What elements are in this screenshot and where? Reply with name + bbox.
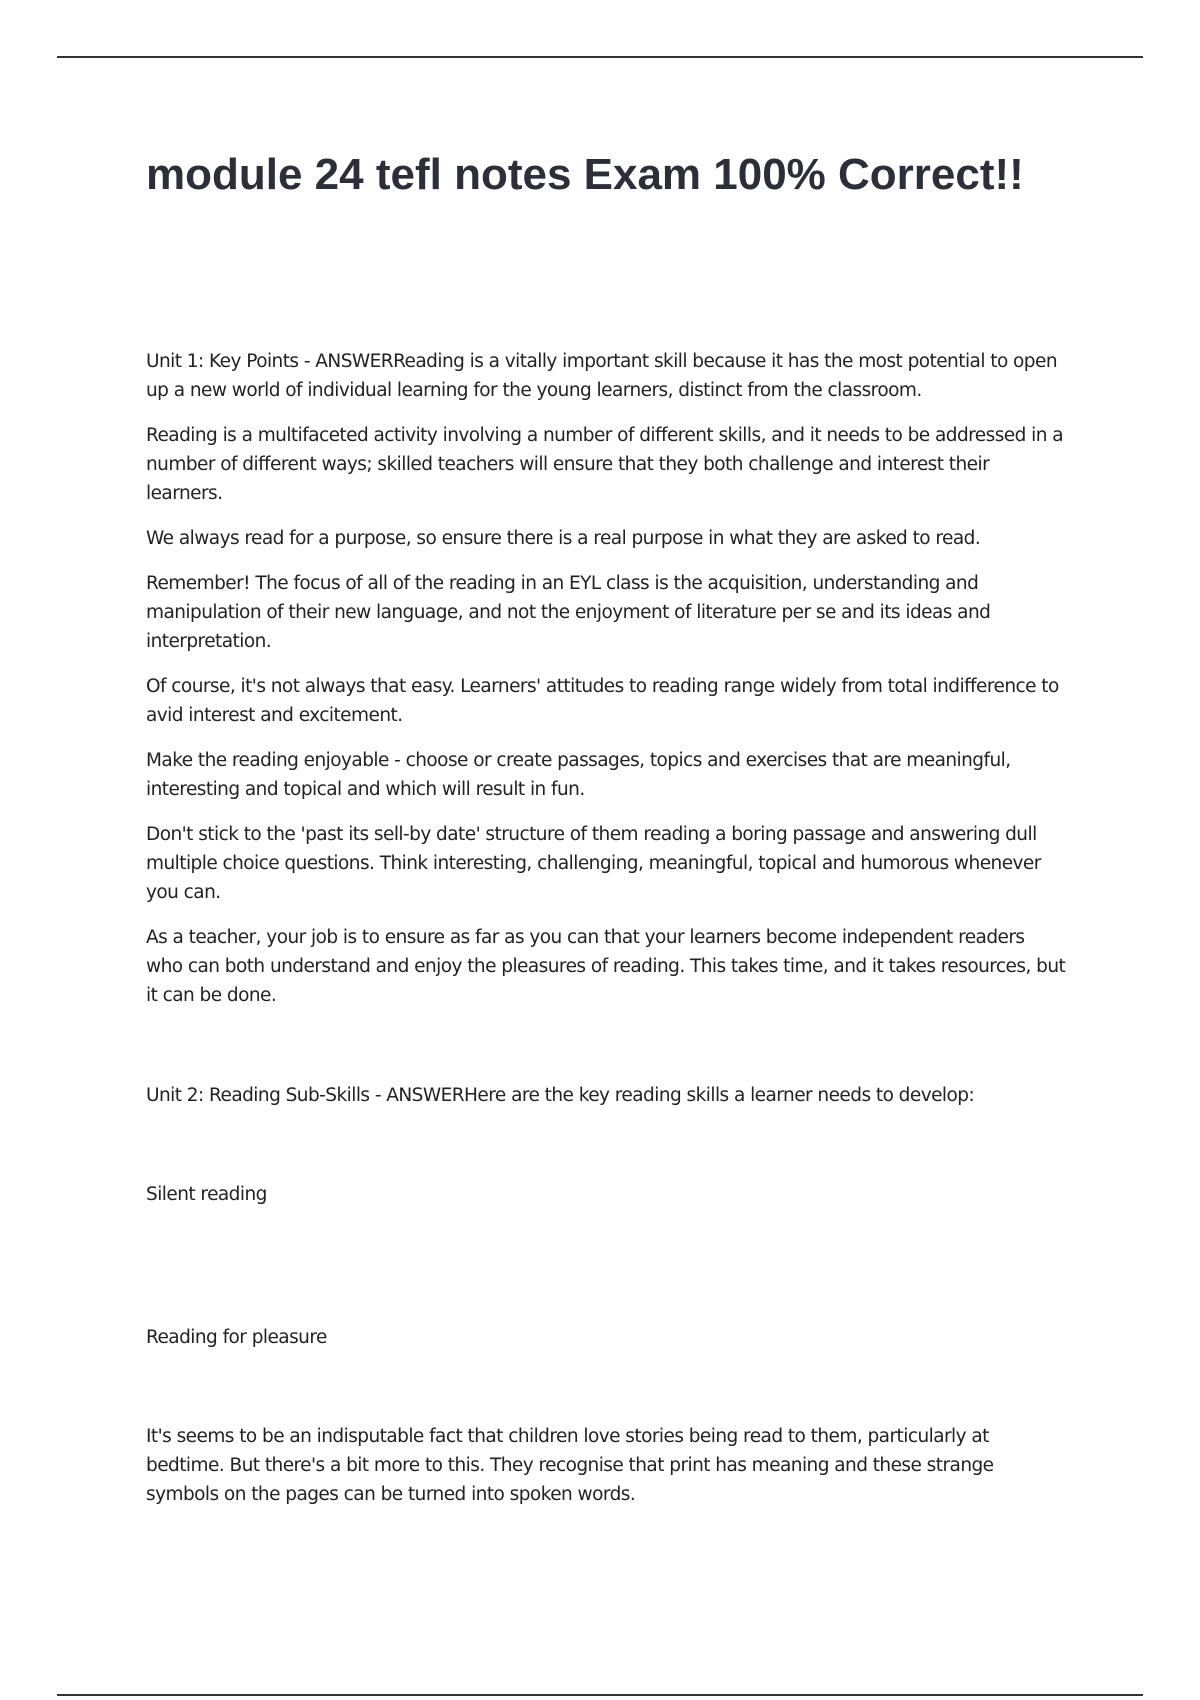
unit1-paragraph: Reading is a multifaceted activity involving a number of different skills, and it needs to be addressed in a number of different ways; skilled teachers will ensure that they both challenge and interest their learners. [146,425,1064,504]
unit2-item-silent-reading: Silent reading [146,1184,267,1205]
top-rule [57,56,1143,58]
bottom-rule [57,1694,1143,1696]
unit2-intro: Unit 2: Reading Sub-Skills - ANSWERHere are the key reading skills a learner needs to develop: [146,1085,975,1106]
unit1-paragraph: Unit 1: Key Points - ANSWERReading is a vitally important skill because it has the most potential to open up a new world of individual learning for the young learners, distinct from the classroom. [146,351,1058,401]
unit1-paragraph: Remember! The focus of all of the reading in an EYL class is the acquisition, understanding and manipulation of their new language, and not the enjoyment of literature per se and its ideas and interpretation. [146,573,991,652]
unit1-paragraph: Of course, it's not always that easy. Learners' attitudes to reading range widely from total indifference to avid interest and excitement. [146,676,1059,726]
document-body [146,347,1066,1525]
unit1-paragraph: As a teacher, your job is to ensure as far as you can that your learners become independent readers who can both understand and enjoy the pleasures of reading. This takes time, and it takes resources, but it can be done. [146,927,1066,1006]
section-spacer [146,1026,1066,1081]
section-spacer [146,1126,1066,1180]
page-title: module 24 tefl notes Exam 100% Correct!! [146,150,1024,199]
section-spacer [146,1368,1066,1422]
unit1-paragraph: Make the reading enjoyable - choose or create passages, topics and exercises that are meaningful, interesting and topical and which will result in fun. [146,750,1011,800]
unit2-body-paragraph: It's seems to be an indisputable fact that children love stories being read to them, particularly at bedtime. But there's a bit more to this. They recognise that print has meaning and these strange symbols on the pages can be turned into spoken words. [146,1426,994,1505]
section-spacer [146,1225,1066,1323]
unit1-paragraph: Don't stick to the 'past its sell-by date' structure of them reading a boring passage and answering dull multiple choice questions. Think interesting, challenging, meaningful, topical and humorous whenever you can. [146,824,1041,903]
unit1-paragraph: We always read for a purpose, so ensure there is a real purpose in what they are asked to read. [146,528,981,549]
unit2-item-reading-for-pleasure: Reading for pleasure [146,1327,327,1348]
